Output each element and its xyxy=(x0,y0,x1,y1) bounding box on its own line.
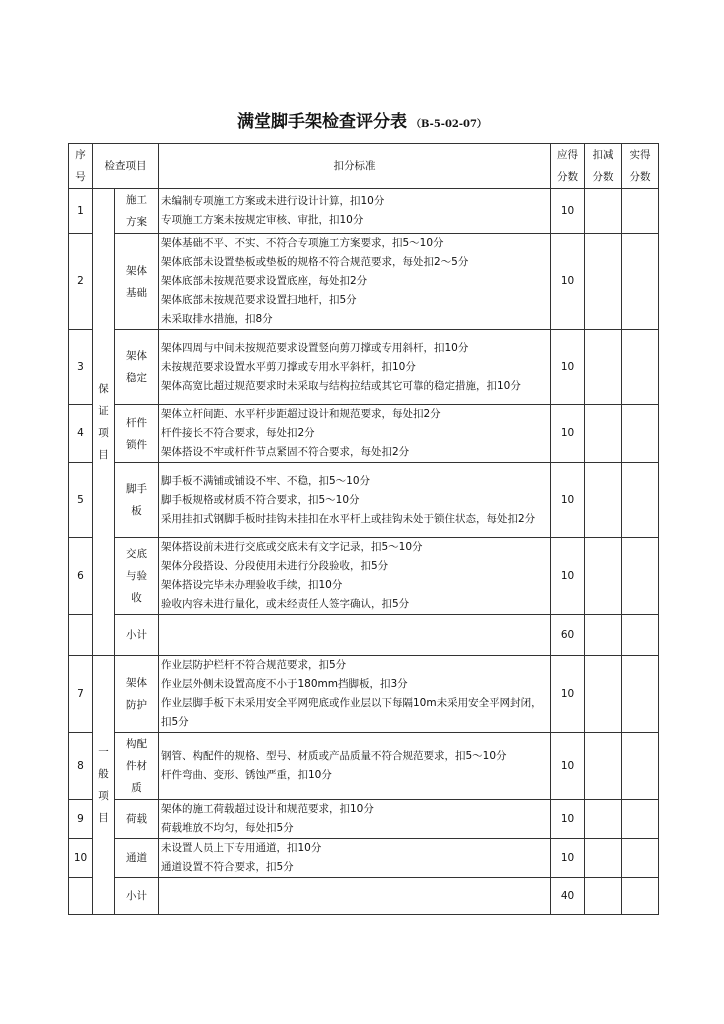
row-due-score: 10 xyxy=(551,656,585,733)
row-deduct-score[interactable] xyxy=(585,189,622,234)
row-item: 杆件锁件 xyxy=(115,405,159,463)
header-row xyxy=(69,144,659,189)
row-actual-score[interactable] xyxy=(622,405,659,463)
row-due-score: 10 xyxy=(551,405,585,463)
form-code: （B-5-02-07） xyxy=(411,119,487,130)
standard-line: 杆件接长不符合要求，每处扣2分 xyxy=(161,427,315,439)
row-seq: 4 xyxy=(69,405,93,463)
row-standards xyxy=(159,878,551,915)
standard-line: 作业层外侧未设置高度不小于180mm挡脚板，扣3分 xyxy=(161,678,408,690)
row-deduct-score[interactable] xyxy=(585,800,622,839)
standard-line: 架体立杆间距、水平杆步距超过设计和规范要求，每处扣2分 xyxy=(161,408,441,420)
row-due-score: 10 xyxy=(551,800,585,839)
row-standards xyxy=(159,538,551,615)
standard-line: 未按规范要求设置水平剪刀撑或专用水平斜杆，扣10分 xyxy=(161,360,416,373)
row-due-score: 10 xyxy=(551,733,585,800)
header-actual: 实得分数 xyxy=(622,144,659,189)
standard-line: 脚手板不满铺或铺设不牢、不稳，扣5～10分 xyxy=(161,474,371,487)
row-item: 施工方案 xyxy=(115,189,159,234)
row-seq: 10 xyxy=(69,839,93,878)
row-seq: 7 xyxy=(69,656,93,733)
table-row xyxy=(69,839,659,878)
table-row xyxy=(69,234,659,330)
row-standards xyxy=(159,839,551,878)
row-due-score: 10 xyxy=(551,330,585,405)
row-deduct-score[interactable] xyxy=(585,330,622,405)
table-row xyxy=(69,800,659,839)
table-row xyxy=(69,463,659,538)
header-item: 检查项目 xyxy=(93,144,159,189)
standard-line: 专项施工方案未按规定审核、审批，扣10分 xyxy=(161,214,364,226)
standard-line: 架体四周与中间未按规范要求设置竖向剪刀撑或专用斜杆，扣10分 xyxy=(161,341,469,354)
row-deduct-score[interactable] xyxy=(585,234,622,330)
row-item: 小计 xyxy=(115,878,159,915)
standard-line: 架体底部未按规范要求设置底座，每处扣2分 xyxy=(161,275,368,287)
row-seq: 5 xyxy=(69,463,93,538)
row-seq: 3 xyxy=(69,330,93,405)
standard-line: 脚手板规格或材质不符合要求，扣5～10分 xyxy=(161,493,360,506)
row-seq: 8 xyxy=(69,733,93,800)
row-due-score: 10 xyxy=(551,189,585,234)
row-standards xyxy=(159,615,551,656)
row-seq: 6 xyxy=(69,538,93,615)
row-standards xyxy=(159,189,551,234)
row-deduct-score[interactable] xyxy=(585,405,622,463)
row-actual-score[interactable] xyxy=(622,800,659,839)
table-row xyxy=(69,878,659,915)
row-item: 架体防护 xyxy=(115,656,159,733)
table-row xyxy=(69,656,659,733)
row-due-score: 10 xyxy=(551,538,585,615)
row-standards xyxy=(159,405,551,463)
row-deduct-score[interactable] xyxy=(585,538,622,615)
standard-line: 钢管、构配件的规格、型号、材质或产品质量不符合规范要求，扣5～10分 xyxy=(161,750,507,762)
standard-line: 作业层防护栏杆不符合规范要求，扣5分 xyxy=(161,659,347,671)
standard-line: 荷载堆放不均匀，每处扣5分 xyxy=(161,822,294,834)
group-general: 一般项目 xyxy=(93,656,115,915)
row-item: 小计 xyxy=(115,615,159,656)
table-row xyxy=(69,330,659,405)
table-row xyxy=(69,615,659,656)
row-deduct-score[interactable] xyxy=(585,656,622,733)
row-deduct-score[interactable] xyxy=(585,463,622,538)
row-actual-score[interactable] xyxy=(622,839,659,878)
row-due-score: 10 xyxy=(551,463,585,538)
row-seq: 1 xyxy=(69,189,93,234)
row-item: 通道 xyxy=(115,839,159,878)
table-row xyxy=(69,538,659,615)
title-text: 满堂脚手架检查评分表 xyxy=(237,112,408,132)
standard-line: 通道设置不符合要求，扣5分 xyxy=(161,861,294,873)
form-title xyxy=(0,107,724,132)
row-actual-score[interactable] xyxy=(622,330,659,405)
header-standard: 扣分标准 xyxy=(159,144,551,189)
row-actual-score[interactable] xyxy=(622,733,659,800)
header-seq: 序号 xyxy=(69,144,93,189)
row-standards xyxy=(159,234,551,330)
standard-line: 采用挂扣式钢脚手板时挂钩未挂扣在水平杆上或挂钩未处于锁住状态，每处扣2分 xyxy=(161,512,536,525)
row-deduct-score[interactable] xyxy=(585,839,622,878)
group-guarantee: 保证项目 xyxy=(93,189,115,656)
row-due-score: 40 xyxy=(551,878,585,915)
row-actual-score[interactable] xyxy=(622,463,659,538)
row-standards xyxy=(159,733,551,800)
row-item: 脚手板 xyxy=(115,463,159,538)
row-actual-score[interactable] xyxy=(622,656,659,733)
row-seq xyxy=(69,615,93,656)
row-seq: 9 xyxy=(69,800,93,839)
row-actual-score[interactable] xyxy=(622,878,659,915)
row-item: 交底与验收 xyxy=(115,538,159,615)
row-item: 架体稳定 xyxy=(115,330,159,405)
standard-line: 未编制专项施工方案或未进行设计计算，扣10分 xyxy=(161,195,385,207)
row-item: 架体基础 xyxy=(115,234,159,330)
scoring-table xyxy=(68,143,659,915)
standard-line: 架体搭设完毕未办理验收手续，扣10分 xyxy=(161,579,343,591)
row-due-score: 10 xyxy=(551,839,585,878)
row-actual-score[interactable] xyxy=(622,538,659,615)
row-actual-score[interactable] xyxy=(622,189,659,234)
row-actual-score[interactable] xyxy=(622,615,659,656)
row-item: 荷载 xyxy=(115,800,159,839)
standard-line: 架体高宽比超过规范要求时未采取与结构拉结或其它可靠的稳定措施，扣10分 xyxy=(161,379,521,392)
row-actual-score[interactable] xyxy=(622,234,659,330)
standard-line: 架体搭设前未进行交底或交底未有文字记录，扣5～10分 xyxy=(161,541,423,553)
standard-line: 架体基础不平、不实、不符合专项施工方案要求，扣5～10分 xyxy=(161,237,444,249)
table-row xyxy=(69,405,659,463)
row-standards xyxy=(159,656,551,733)
standard-line: 架体底部未按规范要求设置扫地杆，扣5分 xyxy=(161,294,357,306)
standard-line: 架体的施工荷载超过设计和规范要求，扣10分 xyxy=(161,803,374,815)
row-item: 构配件材质 xyxy=(115,733,159,800)
row-standards xyxy=(159,330,551,405)
row-seq xyxy=(69,878,93,915)
standard-line: 架体分段搭设、分段使用未进行分段验收，扣5分 xyxy=(161,560,389,572)
row-due-score: 10 xyxy=(551,234,585,330)
row-deduct-score[interactable] xyxy=(585,615,622,656)
header-deduct: 扣减分数 xyxy=(585,144,622,189)
standard-line: 未设置人员上下专用通道，扣10分 xyxy=(161,842,322,854)
standard-line: 未采取排水措施，扣8分 xyxy=(161,313,273,325)
header-due: 应得分数 xyxy=(551,144,585,189)
standard-line: 架体底部未设置垫板或垫板的规格不符合规范要求，每处扣2～5分 xyxy=(161,256,469,268)
table-row xyxy=(69,189,659,234)
row-deduct-score[interactable] xyxy=(585,733,622,800)
table-row xyxy=(69,733,659,800)
standard-line: 杆件弯曲、变形、锈蚀严重，扣10分 xyxy=(161,769,332,781)
row-standards xyxy=(159,463,551,538)
row-seq: 2 xyxy=(69,234,93,330)
row-deduct-score[interactable] xyxy=(585,878,622,915)
standard-line: 作业层脚手板下未采用安全平网兜底或作业层以下每隔10m未采用安全平网封闭，扣5分 xyxy=(161,697,542,728)
row-due-score: 60 xyxy=(551,615,585,656)
standard-line: 验收内容未进行量化，或未经责任人签字确认，扣5分 xyxy=(161,598,410,610)
row-standards xyxy=(159,800,551,839)
standard-line: 架体搭设不牢或杆件节点紧固不符合要求，每处扣2分 xyxy=(161,446,410,458)
